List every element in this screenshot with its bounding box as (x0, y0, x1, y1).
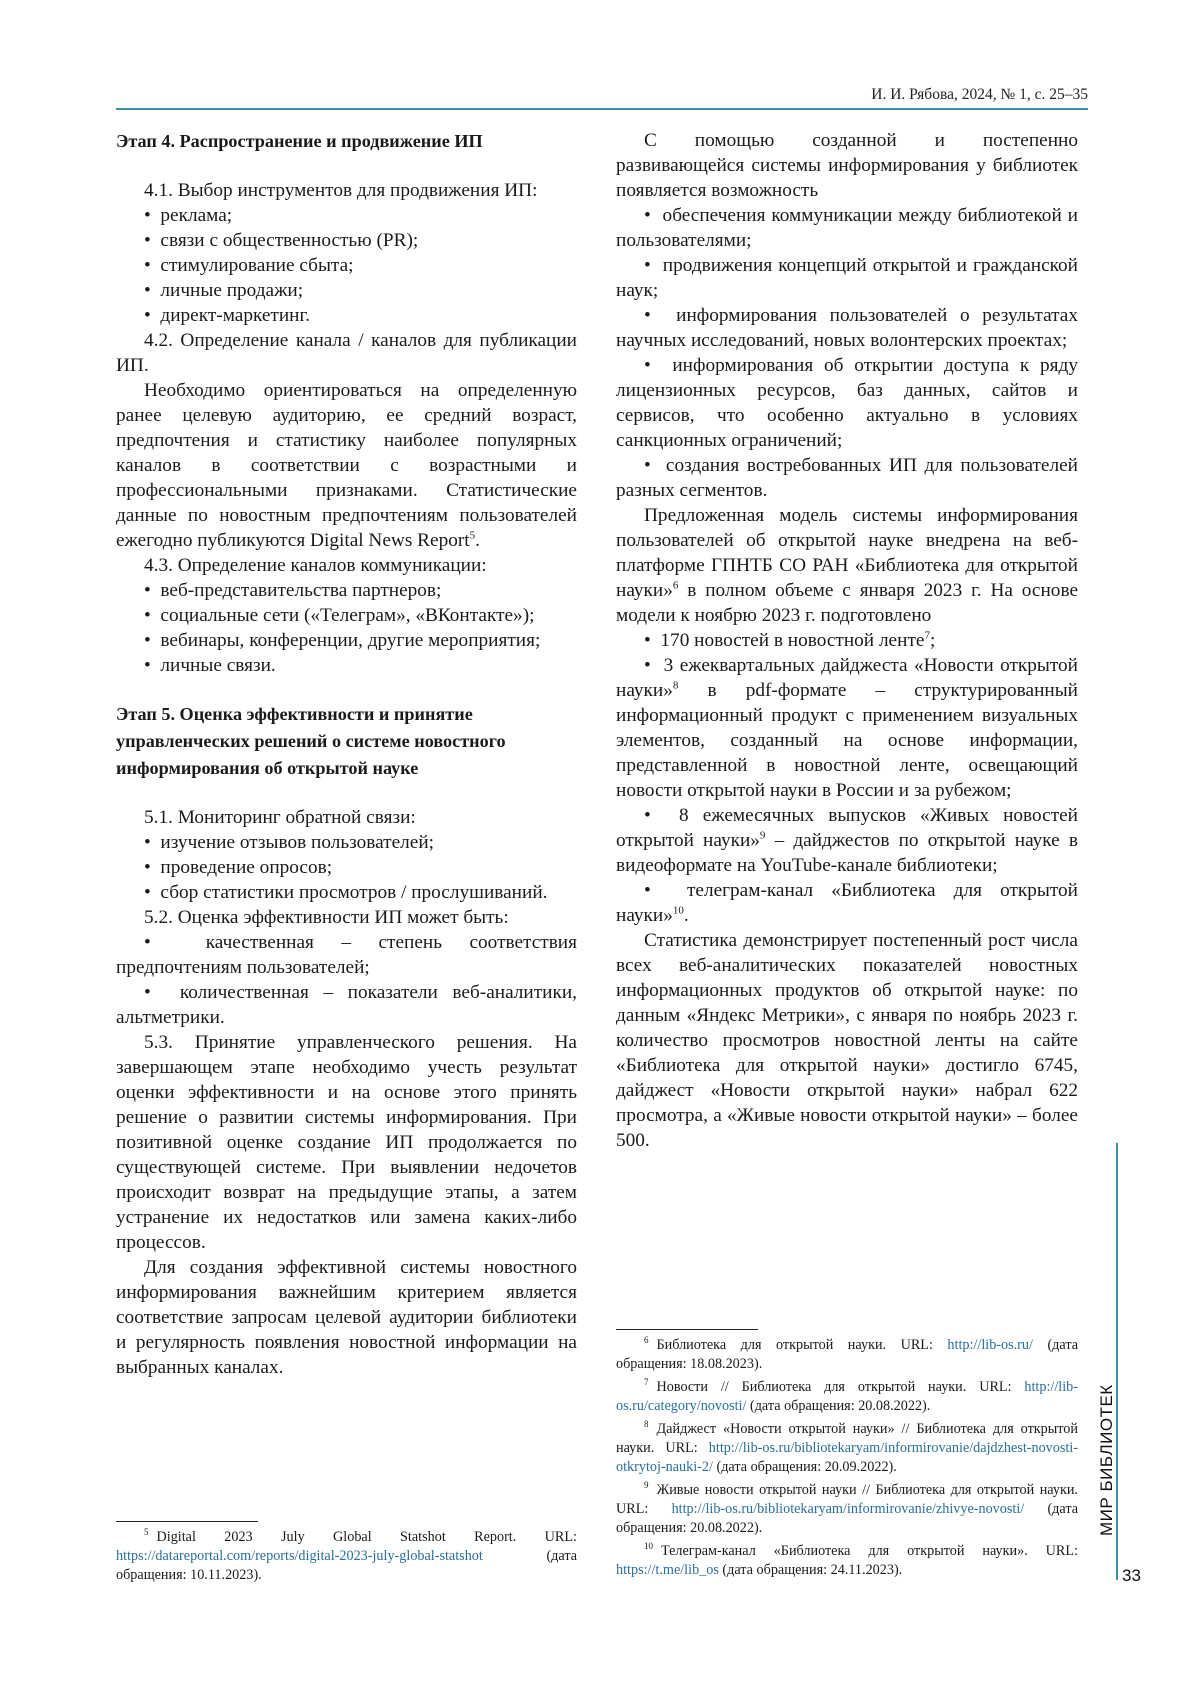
section-5-1: 5.1. Мониторинг обратной связи: (116, 805, 577, 830)
footnote-link[interactable]: https://t.me/lib_os (616, 1562, 719, 1578)
section-5-3: 5.3. Принятие управленческого решения. На завершающем этапе необходимо учесть результат оценки эффективности и на основе этого принять решение о развитии системы информирования. При позитивной оценке создание ИП продолжается по существующей системе. При выявлении недочетов происходит возврат на предыдущие этапы, а затем устранение их недостатков или замена каких-либо процессов. (116, 1030, 577, 1255)
stats-paragraph: Статистика демонстрирует постепенный рост числа всех веб-аналитических показателей новостных информационных продуктов об открытой науке: по данным «Яндекс Метрики», с января по ноябрь 2023 г. количество просмотров новостной ленты на сайте «Библиотека для открытой науки» достигло 6745, дайджест «Новости открытой науки» набрал 622 просмотра, а «Живые новости открытой науки» – более 500. (616, 928, 1078, 1153)
list-5-1 (116, 830, 577, 905)
list-item: • телеграм-канал «Библиотека для открытой науки»10. (616, 878, 1078, 928)
footnote-ref-8[interactable]: 8 (673, 680, 679, 692)
products-list (616, 628, 1078, 928)
list-item: • обеспечения коммуникации между библиотекой и пользователями; (616, 203, 1078, 253)
section-4-1: 4.1. Выбор инструментов для продвижения ИП: (116, 178, 577, 203)
list-item: • веб-представительства партнеров; (116, 578, 577, 603)
list-item: • стимулирование сбыта; (116, 253, 577, 278)
footnote-divider-right (616, 1329, 758, 1330)
list-4-3 (116, 578, 577, 678)
footnotes-left (116, 1528, 577, 1589)
footnote-link[interactable]: http://lib-os.ru/category/novosti/ (616, 1379, 1078, 1414)
list-item: • вебинары, конференции, другие мероприятия; (116, 628, 577, 653)
footnote-ref-5[interactable]: 5 (470, 530, 476, 542)
page-number: 33 (1122, 1566, 1141, 1586)
intro-list (616, 203, 1078, 503)
intro-paragraph: С помощью созданной и постепенно развивающейся системы информирования у библиотек появляется возможность (616, 128, 1078, 203)
list-item: • проведение опросов; (116, 855, 577, 880)
journal-title: МИР БИБЛИОТЕК (1097, 1384, 1117, 1536)
list-item: • 3 ежеквартальных дайджеста «Новости открытой науки»8 в pdf-формате – структурированный информационный продукт с применением визуальных элементов, созданный на основе информации, представленной в новостной ленте, освещающий новости открытой науки в России и за рубежом; (616, 653, 1078, 803)
footnote: 8 Дайджест «Новости открытой науки» // Библиотека для открытой науки. URL: http://lib-os.ru/bibliotekaryam/informirovanie/dajdzhest-novosti-otkrytoj-nauki-2/ (дата обращения: 20.09.2022). (616, 1420, 1078, 1477)
list-item: • реклама; (116, 203, 577, 228)
final-paragraph: Для создания эффективной системы новостного информирования важнейшим критерием является соответствие запросам целевой аудитории библиотеки и регулярность появления новостной информации на выбранных каналах. (116, 1255, 577, 1380)
running-header: И. И. Рябова, 2024, № 1, с. 25–35 (116, 86, 1088, 104)
footnotes-right (616, 1336, 1078, 1584)
section-4-3: 4.3. Определение каналов коммуникации: (116, 553, 577, 578)
footnote: 5 Digital 2023 July Global Statshot Report. URL: https://datareportal.com/reports/digital-2023-july-global-statshot (дата обращения: 10.11.2023). (116, 1528, 577, 1585)
list-item: • личные связи. (116, 653, 577, 678)
header-rule (116, 108, 1088, 110)
footnote-ref-10[interactable]: 10 (673, 905, 684, 917)
list-item: • информирования пользователей о результатах научных исследований, новых волонтерских проектах; (616, 303, 1078, 353)
footnote-ref-6[interactable]: 6 (673, 580, 679, 592)
footnote-ref-7[interactable]: 7 (924, 630, 930, 642)
footnote: 7 Новости // Библиотека для открытой науки. URL: http://lib-os.ru/category/novosti/ (дата обращения: 20.08.2022). (616, 1378, 1078, 1416)
stage4-heading: Этап 4. Распространение и продвижение ИП (116, 128, 577, 155)
left-column (116, 128, 577, 1380)
footnote: 9 Живые новости открытой науки // Библиотека для открытой науки. URL: http://lib-os.ru/bibliotekaryam/informirovanie/zhivye-novosti/ (дата обращения: 20.08.2022). (616, 1481, 1078, 1538)
footnote-link[interactable]: https://datareportal.com/reports/digital-2023-july-global-statshot (116, 1548, 483, 1564)
list-4-1 (116, 203, 577, 328)
list-item: • директ-маркетинг. (116, 303, 577, 328)
list-item: • личные продажи; (116, 278, 577, 303)
list-item: • связи с общественностью (PR); (116, 228, 577, 253)
section-5-2: 5.2. Оценка эффективности ИП может быть: (116, 905, 577, 930)
footnote-divider-left (116, 1521, 258, 1522)
stage5-heading: Этап 5. Оценка эффективности и принятие управленческих решений о системе новостного информирования об открытой науке (116, 701, 577, 782)
list-item: • продвижения концепций открытой и гражданской наук; (616, 253, 1078, 303)
footnote: 10 Телеграм-канал «Библиотека для открытой науки». URL: https://t.me/lib_os (дата обращения: 24.11.2023). (616, 1542, 1078, 1580)
list-item: • социальные сети («Телеграм», «ВКонтакте»); (116, 603, 577, 628)
footnote-link[interactable]: http://lib-os.ru/bibliotekaryam/informirovanie/dajdzhest-novosti-otkrytoj-nauki-2/ (616, 1440, 1078, 1475)
list-item: • информирования об открытии доступа к ряду лицензионных ресурсов, баз данных, сайтов и сервисов, что особенно актуально в условиях санкционных ограничений; (616, 353, 1078, 453)
model-paragraph: Предложенная модель системы информирования пользователей об открытой науке внедрена на веб-платформе ГПНТБ СО РАН «Библиотека для открытой науки»6 в полном объеме с января 2023 г. На основе модели к ноябрю 2023 г. подготовлено (616, 503, 1078, 628)
list-item: • сбор статистики просмотров / прослушиваний. (116, 880, 577, 905)
footnote: 6 Библиотека для открытой науки. URL: http://lib-os.ru/ (дата обращения: 18.08.2023). (616, 1336, 1078, 1374)
list-5-2 (116, 930, 577, 1030)
list-item: • изучение отзывов пользователей; (116, 830, 577, 855)
footnote-link[interactable]: http://lib-os.ru/bibliotekaryam/informirovanie/zhivye-novosti/ (672, 1501, 1025, 1517)
list-item: • создания востребованных ИП для пользователей разных сегментов. (616, 453, 1078, 503)
footnote-link[interactable]: http://lib-os.ru/ (947, 1337, 1033, 1353)
footnote-ref-9[interactable]: 9 (760, 830, 766, 842)
list-item: • количественная – показатели веб-аналитики, альтметрики. (116, 980, 577, 1030)
list-item: • 170 новостей в новостной ленте7; (616, 628, 1078, 653)
audience-paragraph: Необходимо ориентироваться на определенную ранее целевую аудиторию, ее средний возраст, предпочтения и статистику наиболее популярных каналов в соответствии с возрастными и профессиональными признаками. Статистические данные по новостным предпочтениям пользователей ежегодно публикуются Digital News Report5. (116, 378, 577, 553)
list-item: • качественная – степень соответствия предпочтениям пользователей; (116, 930, 577, 980)
list-item: • 8 ежемесячных выпусков «Живых новостей открытой науки»9 – дайджестов по открытой науке в видеоформате на YouTube-канале библиотеки; (616, 803, 1078, 878)
section-4-2: 4.2. Определение канала / каналов для публикации ИП. (116, 328, 577, 378)
right-column (616, 128, 1078, 1153)
